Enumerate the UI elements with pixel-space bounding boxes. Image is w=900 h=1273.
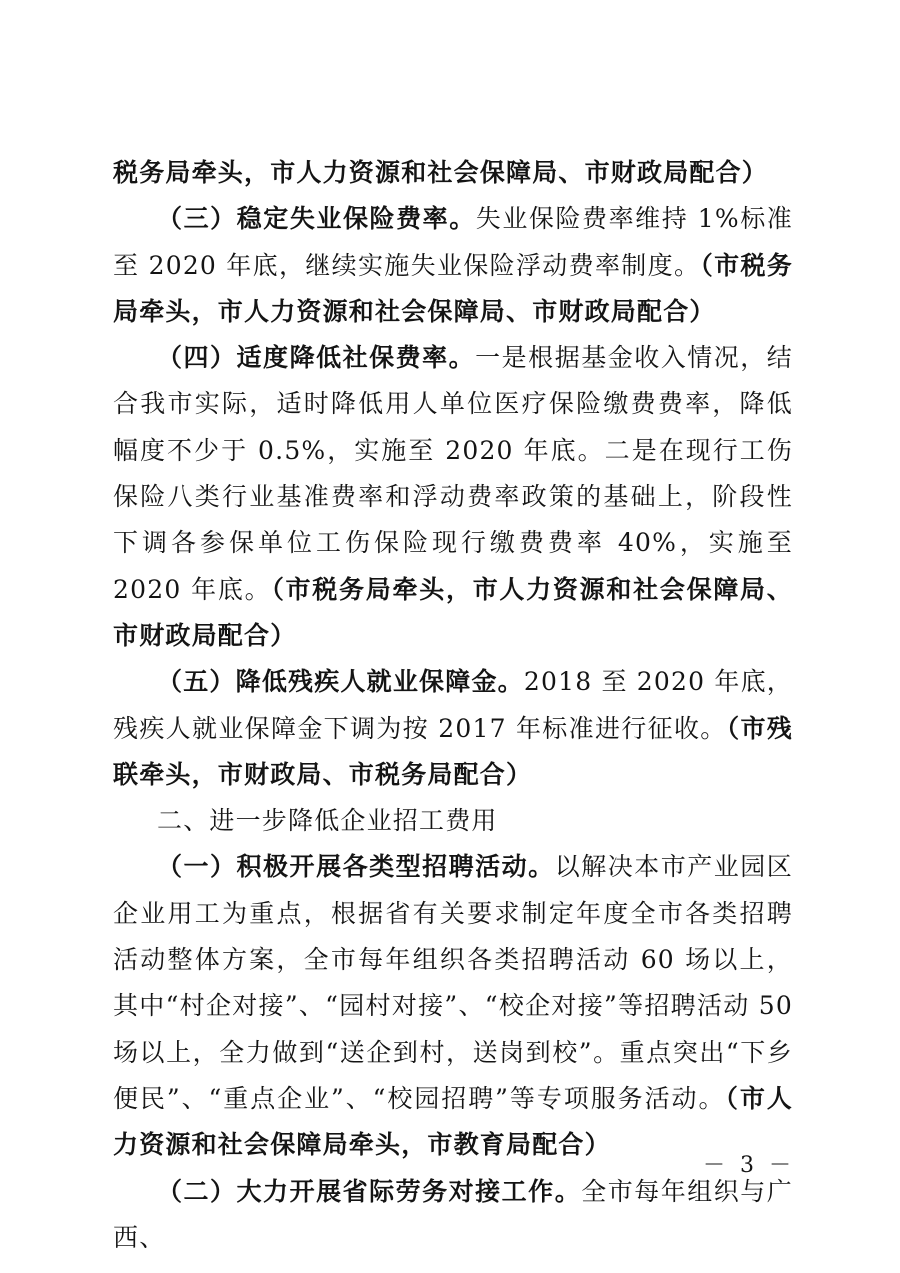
section-2-item-1-heading: （一）积极开展各类型招聘活动。 — [157, 852, 555, 882]
section-2-item-1-responsible: （市人力资源和社会保障局牵头，市教育局配合） — [113, 1083, 794, 1160]
item-3-responsible: （市税务局牵头，市人力资源和社会保障局、市财政局配合） — [113, 250, 793, 326]
continuation-paragraph — [113, 150, 793, 196]
item-4-responsible: （市税务局牵头，市人力资源和社会保障局、市财政局配合） — [113, 574, 793, 650]
paragraph-item-5 — [113, 659, 793, 798]
item-5-responsible: （市残联牵头，市财政局、市税务局配合） — [113, 713, 794, 789]
section-2-item-2-heading: （二）大力开展省际劳务对接工作。 — [157, 1176, 582, 1206]
item-4-body: 一是根据基金收入情况，结合我市实际，适时降低用人单位医疗保险缴费费率，降低幅度不少于 0.5%，实施至 2020 年底。二是在现行工伤保险八类行业基准费率和浮动费率政策的基础上，阶段性下调各参保单位工伤保险现行缴费费率 40%，实施至 2020 年底。 — [113, 343, 793, 604]
paragraph-item-4 — [113, 335, 793, 659]
item-3-heading: （三）稳定失业保险费率。 — [157, 204, 476, 234]
item-4-heading: （四）适度降低社保费率。 — [157, 343, 476, 373]
continuation-text: 税务局牵头，市人力资源和社会保障局、市财政局配合） — [113, 158, 769, 187]
section-2-heading: 二、进一步降低企业招工费用 — [157, 806, 498, 836]
document-body — [113, 150, 793, 1261]
item-3-body: 失业保险费率维持 1%标准至 2020 年底，继续实施失业保险浮动费率制度。 — [113, 204, 793, 280]
section-2-item-2-body: 全市每年组织与广西、 — [113, 1176, 793, 1252]
paragraph-section-2-item-1 — [113, 844, 793, 1168]
paragraph-section-2-item-2 — [113, 1169, 793, 1262]
item-5-body: 2018 至 2020 年底，残疾人就业保障金下调为按 2017 年标准进行征收。 — [113, 667, 793, 743]
paragraph-item-3 — [113, 196, 793, 335]
item-5-heading: （五）降低残疾人就业保障金。 — [157, 667, 524, 697]
section-2-item-1-body: 以解决本市产业园区企业用工为重点，根据省有关要求制定年度全市各类招聘活动整体方案，全市每年组织各类招聘活动 60 场以上，其中“村企对接”、“园村对接”、“校企对接”等招聘活动 50 场以上，全力做到“送企到村，送岗到校”。重点突出“下乡便民”、“重点企业”、“校园招聘”等专项服务活动。 — [113, 852, 793, 1113]
page-number: － 3 － — [703, 1153, 795, 1178]
